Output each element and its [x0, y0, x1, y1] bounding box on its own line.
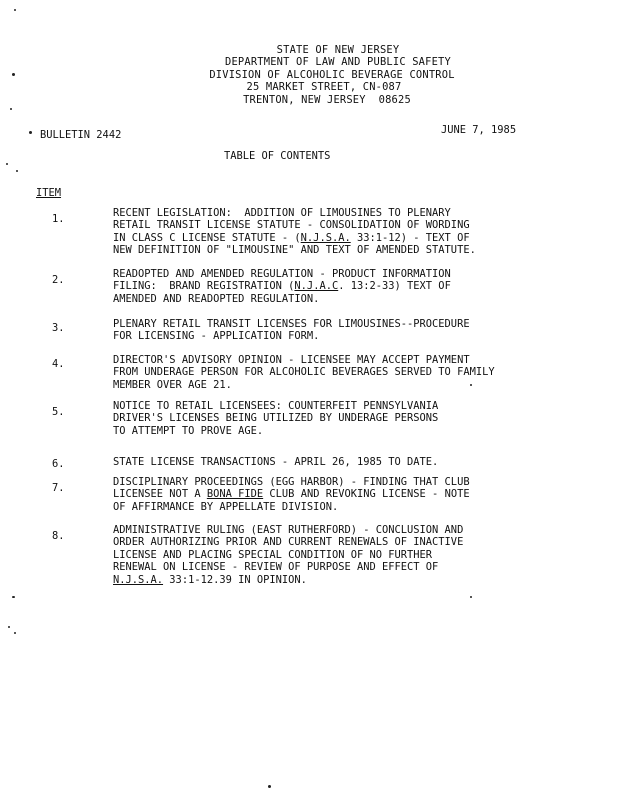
scan-speck — [14, 9, 16, 11]
item-number: 4. — [52, 358, 65, 370]
item-line: FROM UNDERAGE PERSON FOR ALCOHOLIC BEVERAGES SERVED TO FAMILY — [113, 366, 495, 379]
item-line: AMENDED AND READOPTED REGULATION. — [113, 292, 320, 305]
letterhead-street: 25 MARKET STREET, CN-087 — [246, 81, 402, 94]
item-line: RENEWAL ON LICENSE - REVIEW OF PURPOSE AND EFFECT OF — [113, 561, 439, 574]
emphasis-bona-fide: BONA FIDE — [206, 488, 264, 501]
item-line: DISCIPLINARY PROCEEDINGS (EGG HARBOR) - FINDING THAT CLUB — [113, 476, 470, 488]
item-description — [113, 207, 543, 257]
letterhead — [0, 44, 618, 106]
scan-speck — [10, 108, 12, 110]
item-line: STATE LICENSE TRANSACTIONS - APRIL 26, 1985 TO DATE. — [113, 456, 439, 468]
item-description — [113, 354, 543, 391]
letterhead-division: DIVISION OF ALCOHOLIC BEVERAGE CONTROL — [209, 68, 455, 81]
letterhead-state: STATE OF NEW JERSEY — [276, 44, 400, 56]
item-line: N.J.S.A. 33:1-12.39 IN OPINION. — [113, 573, 307, 586]
scan-speck — [12, 596, 15, 598]
bulletin-number: BULLETIN 2442 — [40, 129, 122, 141]
citation: N.J.A.C — [294, 280, 339, 293]
item-description — [113, 456, 543, 468]
item-line: MEMBER OVER AGE 21. — [113, 378, 232, 391]
item-number: 3. — [52, 322, 65, 334]
item-line: ORDER AUTHORIZING PRIOR AND CURRENT RENEWALS OF INACTIVE — [113, 536, 464, 549]
item-line: ADMINISTRATIVE RULING (EAST RUTHERFORD) - CONCLUSION AND — [113, 524, 464, 536]
item-line: NEW DEFINITION OF "LIMOUSINE" AND TEXT OF AMENDED STATUTE. — [113, 244, 476, 257]
item-line: FOR LICENSING - APPLICATION FORM. — [113, 330, 320, 343]
letterhead-department: DEPARTMENT OF LAW AND PUBLIC SAFETY — [225, 56, 451, 69]
item-line: FILING: BRAND REGISTRATION (N.J.A.C. 13:2-33) TEXT OF — [113, 280, 451, 293]
item-number: 7. — [52, 482, 65, 494]
item-line: LICENSE AND PLACING SPECIAL CONDITION OF NO FURTHER — [113, 548, 433, 561]
item-description — [113, 524, 543, 586]
scan-speck — [16, 170, 18, 172]
item-line: TO ATTEMPT TO PROVE AGE. — [113, 424, 264, 437]
item-line: RECENT LEGISLATION: ADDITION OF LIMOUSINES TO PLENARY — [113, 207, 451, 219]
item-column-heading: ITEM — [36, 187, 62, 199]
item-number: 8. — [52, 530, 65, 542]
scan-speck — [470, 596, 472, 598]
item-description — [113, 268, 543, 305]
scan-speck — [14, 632, 16, 634]
scan-speck — [6, 163, 8, 165]
citation: N.J.S.A. — [113, 573, 164, 586]
scan-speck — [8, 626, 10, 628]
item-line: DIRECTOR'S ADVISORY OPINION - LICENSEE MAY ACCEPT PAYMENT — [113, 354, 470, 366]
scan-speck — [29, 131, 32, 134]
toc-title: TABLE OF CONTENTS — [224, 150, 331, 162]
item-line: READOPTED AND AMENDED REGULATION - PRODUCT INFORMATION — [113, 268, 451, 280]
item-line: DRIVER'S LICENSES BEING UTILIZED BY UNDERAGE PERSONS — [113, 412, 439, 425]
item-description — [113, 400, 543, 437]
item-description — [113, 318, 543, 343]
item-line: LICENSEE NOT A BONA FIDE CLUB AND REVOKING LICENSE - NOTE — [113, 488, 470, 501]
item-number: 1. — [52, 213, 65, 225]
citation: N.J.S.A. — [300, 231, 351, 244]
scan-speck — [470, 384, 472, 386]
scan-speck — [268, 785, 271, 788]
item-line: IN CLASS C LICENSE STATUTE - (N.J.S.A. 33:1-12) - TEXT OF — [113, 231, 470, 244]
item-line: PLENARY RETAIL TRANSIT LICENSES FOR LIMOUSINES--PROCEDURE — [113, 318, 470, 330]
item-number: 6. — [52, 458, 65, 470]
item-line: OF AFFIRMANCE BY APPELLATE DIVISION. — [113, 500, 339, 513]
item-line: RETAIL TRANSIT LICENSE STATUTE - CONSOLIDATION OF WORDING — [113, 219, 470, 232]
letterhead-city: TRENTON, NEW JERSEY 08625 — [243, 93, 411, 106]
item-number: 2. — [52, 274, 65, 286]
item-number: 5. — [52, 406, 65, 418]
item-description — [113, 476, 543, 513]
item-line: NOTICE TO RETAIL LICENSEES: COUNTERFEIT PENNSYLVANIA — [113, 400, 439, 412]
bulletin-date: JUNE 7, 1985 — [441, 124, 517, 136]
scan-speck — [12, 73, 15, 76]
